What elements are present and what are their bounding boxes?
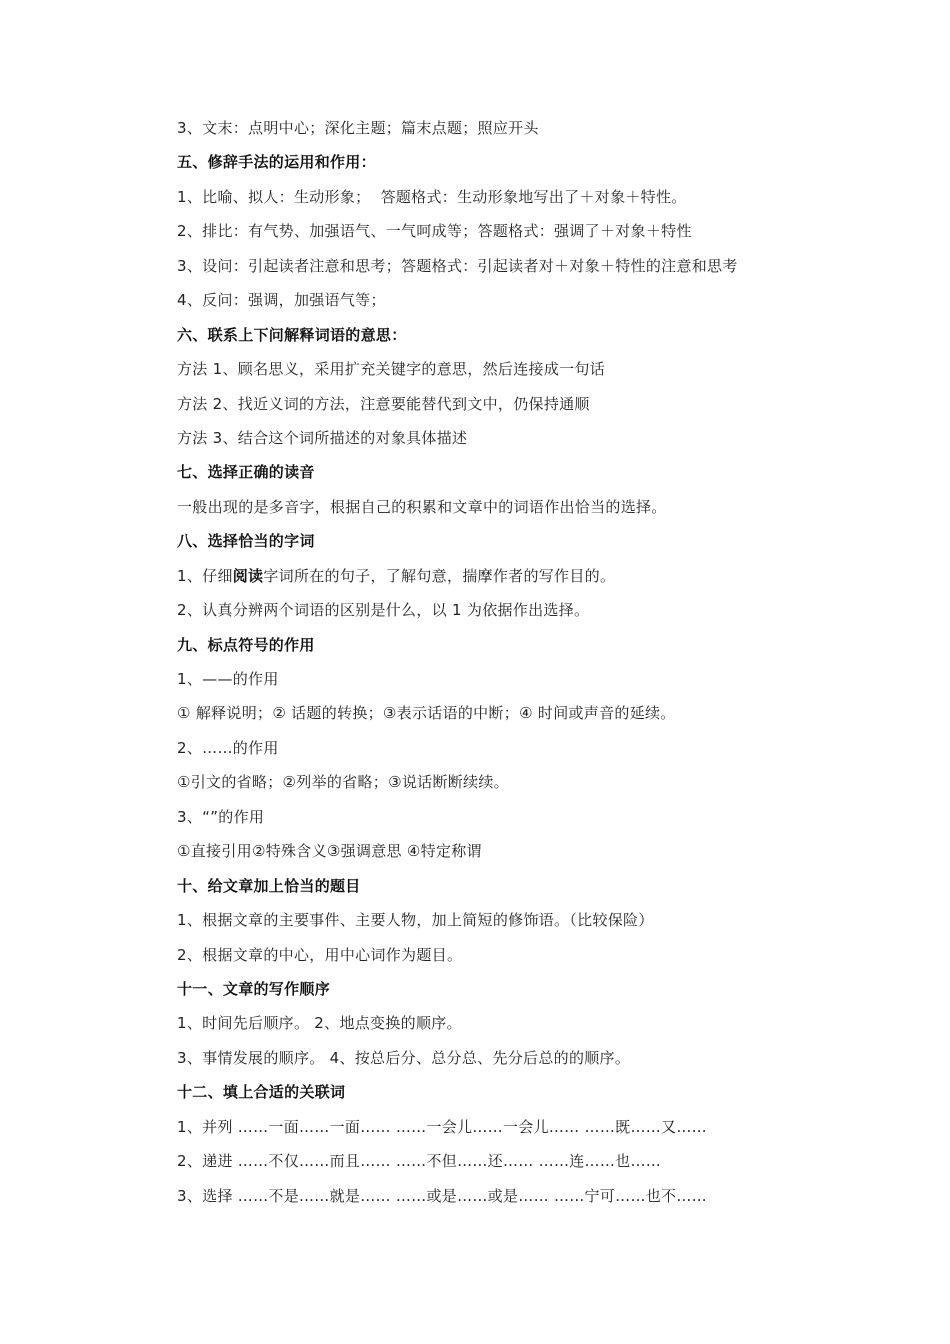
text-line: ①引文的省略；②列举的省略；③说话断断续续。 xyxy=(177,773,509,792)
section-heading: 九、标点符号的作用 xyxy=(177,635,315,654)
text-line: 3、“”的作用 xyxy=(177,807,265,826)
text-line: 一般出现的是多音字，根据自己的积累和文章中的词语作出恰当的选择。 xyxy=(177,497,667,516)
section-heading: 十二、填上合适的关联词 xyxy=(177,1083,346,1102)
text-segment: 字词所在的句子，了解句意，揣摩作者的写作目的。 xyxy=(263,566,616,585)
section-heading: 十、给文章加上恰当的题目 xyxy=(177,876,361,895)
text-line: 3、文末：点明中心；深化主题；篇末点题；照应开头 xyxy=(177,119,539,137)
document-page xyxy=(177,117,877,1219)
bold-text: 阅读 xyxy=(232,566,264,585)
text-line: 方法 3、结合这个词所描述的对象具体描述 xyxy=(177,428,468,447)
text-line: 2、认真分辨两个词语的区别是什么，以 1 为依据作出选择。 xyxy=(177,601,590,620)
section-heading: 八、选择恰当的字词 xyxy=(177,532,315,551)
text-line: 1、比喻、拟人：生动形象； 答题格式：生动形象地写出了＋对象＋特性。 xyxy=(177,187,687,206)
section-heading: 七、选择正确的读音 xyxy=(177,463,315,482)
text-line: 1、并列 ……一面……一面…… ……一会儿……一会儿…… ……既……又…… xyxy=(177,1117,707,1136)
text-line: 3、选择 ……不是……就是…… ……或是……或是…… ……宁可……也不…… xyxy=(177,1186,707,1205)
text-line: 2、根据文章的中心，用中心词作为题目。 xyxy=(177,945,463,964)
text-line: 4、反问：强调，加强语气等； xyxy=(177,291,386,310)
section-heading: 五、修辞手法的运用和作用： xyxy=(177,153,376,172)
section-heading: 六、联系上下问解释词语的意思： xyxy=(177,325,407,344)
text-line: 1、——的作用 xyxy=(177,670,279,688)
text-line: 2、递进 ……不仅……而且…… ……不但……还…… ……连……也…… xyxy=(177,1152,662,1171)
text-line: 3、设问：引起读者注意和思考；答题格式：引起读者对＋对象＋特性的注意和思考 xyxy=(177,256,738,275)
text-line: 2、排比：有气势、加强语气、一气呵成等；答题格式：强调了＋对象＋特性 xyxy=(177,222,692,241)
text-line: 方法 2、找近义词的方法，注意要能替代到文中，仍保持通顺 xyxy=(177,394,590,413)
text-line xyxy=(177,565,877,599)
text-line: ①直接引用②特殊含义③强调意思 ④特定称谓 xyxy=(177,842,482,861)
text-line: 1、时间先后顺序。 2、地点变换的顺序。 xyxy=(177,1014,462,1033)
text-line: ① 解释说明；② 话题的转换；③表示话语的中断；④ 时间或声音的延续。 xyxy=(177,704,676,723)
text-line: 3、事情发展的顺序。 4、按总后分、总分总、先分后总的的顺序。 xyxy=(177,1048,631,1067)
section-heading: 十一、文章的写作顺序 xyxy=(177,979,331,998)
text-line: 1、根据文章的主要事件、主要人物，加上简短的修饰语。（比较保险） xyxy=(177,911,654,930)
text-segment: 1、仔细 xyxy=(177,566,233,585)
text-line: 2、……的作用 xyxy=(177,738,279,757)
text-line: 方法 1、顾名思义，采用扩充关键字的意思，然后连接成一句话 xyxy=(177,360,606,379)
